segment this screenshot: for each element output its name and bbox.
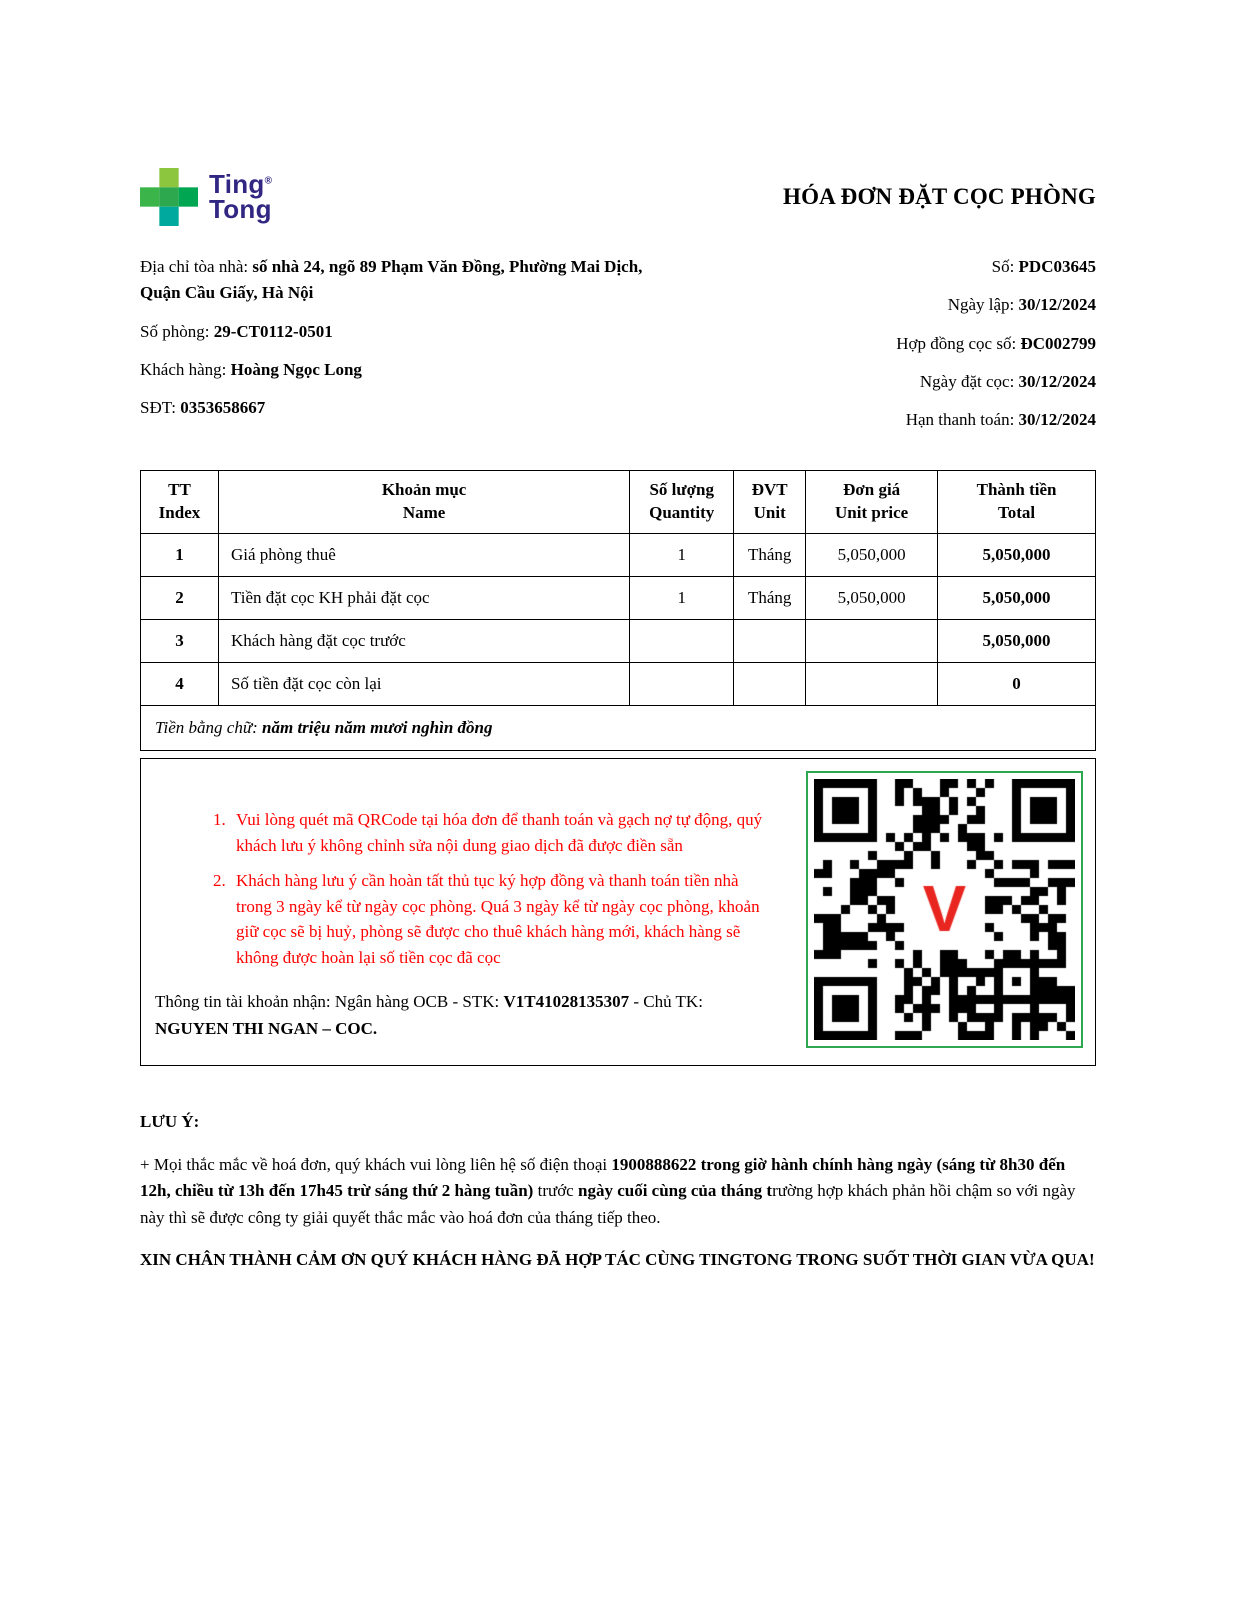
col-quantity-en: Quantity [649, 502, 715, 522]
cell-name: Giá phòng thuê [218, 533, 629, 576]
customer-value: Hoàng Ngọc Long [230, 360, 362, 380]
account-number: V1T41028135307 [503, 992, 630, 1012]
deposit-contract-line [896, 331, 1096, 357]
note-item: 1. Vui lòng quét mã QRCode tại hóa đơn để thanh toán và gạch nợ tự động, quý khách lưu ý không chỉnh sửa nội dung giao dịch đã được điền sẵn [230, 807, 778, 858]
amount-in-words-value: năm triệu năm mươi nghìn đồng [262, 717, 493, 737]
cell-name: Tiền đặt cọc KH phải đặt cọc [218, 576, 629, 619]
phone-label: SĐT: [140, 398, 181, 418]
deposit-contract-label: Hợp đồng cọc số: [896, 333, 1021, 353]
table-row [141, 662, 1096, 705]
cell-name: Số tiền đặt cọc còn lại [218, 662, 629, 705]
contact-text: rường hợp khách phản hồi chậm so với ngày này thì sẽ được công ty giải quyết thắc mắc vào hoá đơn của tháng tiếp theo. [140, 1181, 1076, 1227]
hotline-hours: 1900888622 trong giờ hành chính hàng ngày (sáng từ 8h30 đến 12h, chiều từ 13h đến 17h45 trừ sáng thứ 2 hàng tuần) [140, 1155, 1066, 1201]
cell-unit [734, 662, 806, 705]
items-table-head [141, 470, 1096, 533]
registered-mark: ® [264, 174, 273, 186]
info-right [896, 254, 1096, 446]
qr-code-frame [806, 771, 1083, 1048]
col-unit-price-header [806, 470, 938, 533]
col-total-en: Total [997, 502, 1036, 522]
cell-quantity [630, 662, 734, 705]
items-table-body [141, 533, 1096, 705]
note-item: 2. Khách hàng lưu ý cần hoàn tất thủ tục ký hợp đồng và thanh toán tiền nhà trong 3 ngày kể từ ngày cọc phòng. Quá 3 ngày kể từ ngày cọc phòng, khoản giữ cọc sẽ bị huỷ, phòng sẽ được cho thuê khách hàng mới, khách hàng sẽ không được hoàn lại số tiền cọc đã cọc [230, 868, 778, 970]
table-row [141, 533, 1096, 576]
table-row [141, 576, 1096, 619]
contact-paragraph [140, 1152, 1096, 1231]
items-table [140, 470, 1096, 706]
account-info [155, 988, 778, 1042]
col-index-vi: TT [168, 479, 191, 499]
col-quantity-header [630, 470, 734, 533]
notes-left [153, 769, 806, 1055]
deposit-date-line [896, 369, 1096, 395]
notice-heading: LƯU Ý: [140, 1112, 200, 1132]
tingtong-logo [140, 168, 272, 226]
account-holder: NGUYEN THI NGAN – COC. [155, 1019, 378, 1039]
cell-quantity: 1 [630, 533, 734, 576]
building-address-label: Địa chỉ tòa nhà: [140, 257, 253, 276]
cell-unit-price [806, 619, 938, 662]
tingtong-cross-icon [140, 168, 198, 226]
issue-date-line [896, 292, 1096, 318]
payment-due-label: Hạn thanh toán: [905, 410, 1019, 430]
issue-date-value: 30/12/2024 [1018, 295, 1096, 315]
page-title: HÓA ĐƠN ĐẶT CỌC PHÒNG [782, 184, 1096, 209]
col-total-vi: Thành tiền [976, 479, 1057, 499]
cell-total: 0 [938, 662, 1096, 705]
customer-label: Khách hàng: [140, 360, 231, 380]
col-name-header [218, 470, 629, 533]
phone-value: 0353658667 [180, 398, 266, 418]
col-unit-vi: ĐVT [751, 479, 788, 499]
col-name-en: Name [402, 502, 446, 522]
col-unit-price-vi: Đơn giá [843, 479, 901, 499]
room-number-line [140, 319, 645, 345]
qr-code [814, 779, 1075, 1040]
invoice-number-label: Số: [991, 257, 1019, 276]
info-section [140, 254, 1096, 446]
cell-index: 2 [141, 576, 219, 619]
thanks-paragraph: XIN CHÂN THÀNH CẢM ƠN QUÝ KHÁCH HÀNG ĐÃ HỢP TÁC CÙNG TINGTONG TRONG SUỐT THỜI GIAN VỪA QUA! [140, 1250, 1095, 1270]
table-row [141, 619, 1096, 662]
deposit-contract-value: ĐC002799 [1020, 333, 1096, 353]
logo-text [209, 168, 273, 224]
payment-notes-list [155, 807, 778, 970]
col-index-header [141, 470, 219, 533]
room-number-value: 29-CT0112-0501 [213, 321, 333, 341]
account-mid: - Chủ TK: [629, 992, 703, 1012]
cell-unit-price: 5,050,000 [806, 533, 938, 576]
cell-index: 1 [141, 533, 219, 576]
amount-in-words-label: Tiền bằng chữ: [155, 717, 263, 737]
deposit-date-value: 30/12/2024 [1018, 372, 1096, 392]
col-unit-en: Unit [753, 502, 786, 522]
cell-total: 5,050,000 [938, 533, 1096, 576]
col-unit-header [734, 470, 806, 533]
phone-line [140, 395, 645, 421]
contact-text: trước [533, 1181, 578, 1201]
header-row [141, 470, 1096, 533]
col-quantity-vi: Số lượng [649, 479, 714, 499]
building-address-line [140, 254, 645, 307]
cell-unit: Tháng [734, 576, 806, 619]
cell-total: 5,050,000 [938, 576, 1096, 619]
cell-unit-price [806, 662, 938, 705]
contact-text: + Mọi thắc mắc về hoá đơn, quý khách vui lòng liên hệ số điện thoại [140, 1155, 612, 1175]
col-total-header [938, 470, 1096, 533]
cell-index: 3 [141, 619, 219, 662]
payment-due-line [896, 407, 1096, 433]
logo-text-line2: Tong [209, 194, 272, 224]
footer-section [140, 1112, 1096, 1273]
deposit-date-label: Ngày đặt cọc: [919, 372, 1019, 392]
cell-unit [734, 619, 806, 662]
col-index-en: Index [158, 502, 201, 522]
header [140, 168, 1096, 226]
deadline-text: ngày cuối cùng của tháng t [577, 1181, 773, 1201]
info-left [140, 254, 645, 446]
notes-box [140, 758, 1096, 1066]
cell-quantity: 1 [630, 576, 734, 619]
cell-total: 5,050,000 [938, 619, 1096, 662]
cell-unit: Tháng [734, 533, 806, 576]
customer-line [140, 357, 645, 383]
col-name-vi: Khoản mục [381, 479, 467, 499]
account-prefix: Thông tin tài khoản nhận: Ngân hàng OCB - STK: [155, 992, 504, 1012]
cell-quantity [630, 619, 734, 662]
cell-index: 4 [141, 662, 219, 705]
cell-unit-price: 5,050,000 [806, 576, 938, 619]
payment-due-value: 30/12/2024 [1018, 410, 1096, 430]
invoice-number-value: PDC03645 [1018, 257, 1096, 276]
invoice-number-line [896, 254, 1096, 280]
amount-in-words [140, 706, 1096, 751]
room-number-label: Số phòng: [140, 321, 214, 341]
col-unit-price-en: Unit price [835, 502, 909, 522]
building-address-value: số nhà 24, ngõ 89 Phạm Văn Đồng, Phường Mai Dịch, Quận Cầu Giấy, Hà Nội [140, 257, 643, 303]
cell-name: Khách hàng đặt cọc trước [218, 619, 629, 662]
logo-word-ting: Ting [209, 168, 265, 199]
issue-date-label: Ngày lập: [947, 295, 1019, 315]
